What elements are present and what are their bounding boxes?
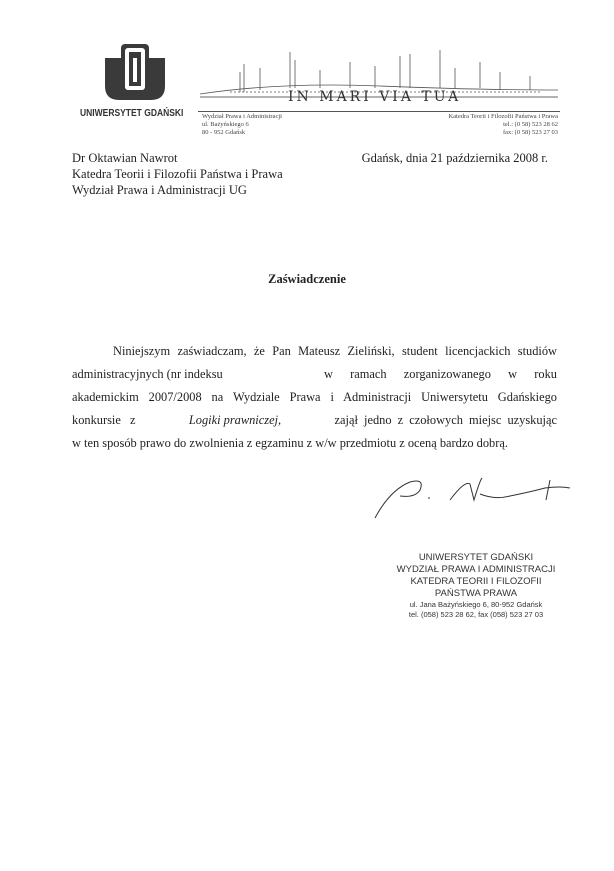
body-line: administracyjnych (nr indeksu xyxy=(72,367,223,381)
stamp-line: UNIWERSYTET GDAŃSKI xyxy=(418,552,534,563)
document-title: Zaświadczenie xyxy=(268,272,346,286)
department-info xyxy=(448,113,558,137)
body-line: w ten sposób prawo do zwolnienia z egzaminu z w/w przedmiotu z oceną bardzo dobrą. xyxy=(72,436,508,450)
header-divider xyxy=(198,111,560,112)
body-line xyxy=(72,413,557,428)
body-line: w ramach zorganizowanego w roku xyxy=(324,367,557,381)
body-line: Niniejszym zaświadczam, że Pan Mateusz Zieliński, student licencjackich studiów xyxy=(113,344,557,358)
stamp-line: KATEDRA TEORII I FILOZOFII xyxy=(410,576,542,587)
body-text-italic: Logiki prawniczej, xyxy=(188,413,282,427)
signature xyxy=(370,470,590,520)
info-line: tel.: (0 58) 523 28 62 xyxy=(503,121,558,128)
motto: IN MARI VIA TUA xyxy=(288,89,462,105)
info-line: ul. Bażyńskiego 6 xyxy=(202,121,249,128)
faculty-info xyxy=(202,113,282,137)
info-line: fax: (0 58) 523 27 03 xyxy=(502,129,558,136)
stamp-line: tel. (058) 523 28 62, fax (058) 523 27 03 xyxy=(408,610,544,619)
sender-block xyxy=(72,150,283,198)
sender-line: Katedra Teorii i Filozofii Państwa i Prawa xyxy=(72,167,283,181)
official-stamp xyxy=(378,552,574,620)
city-skyline-image xyxy=(200,42,558,110)
sender-line: Dr Oktawian Nawrot xyxy=(72,151,178,165)
info-line: 80 - 952 Gdańsk xyxy=(202,129,246,136)
stamp-line: ul. Jana Bażyńskiego 6, 80-952 Gdańsk xyxy=(409,600,543,609)
sender-line: Wydział Prawa i Administracji UG xyxy=(72,183,247,197)
stamp-line: PAŃSTWA PRAWA xyxy=(434,588,518,599)
body-text: konkursie z xyxy=(72,413,136,427)
body-text: zajął jedno z czołowych miejsc uzyskując xyxy=(334,413,557,427)
stamp-line: WYDZIAŁ PRAWA I ADMINISTRACJI xyxy=(396,564,556,575)
info-line: Wydział Prawa i Administracji xyxy=(202,113,282,120)
university-logo xyxy=(95,40,175,102)
info-line: Katedra Teorii i Filozofii Państwa i Prawa xyxy=(448,113,558,120)
university-name: UNIWERSYTET GDAŃSKI xyxy=(80,108,184,119)
body-line: akademickim 2007/2008 na Wydziale Prawa i Administracji Uniwersytetu Gdańskiego xyxy=(72,390,557,404)
date: Gdańsk, dnia 21 października 2008 r. xyxy=(361,151,548,165)
